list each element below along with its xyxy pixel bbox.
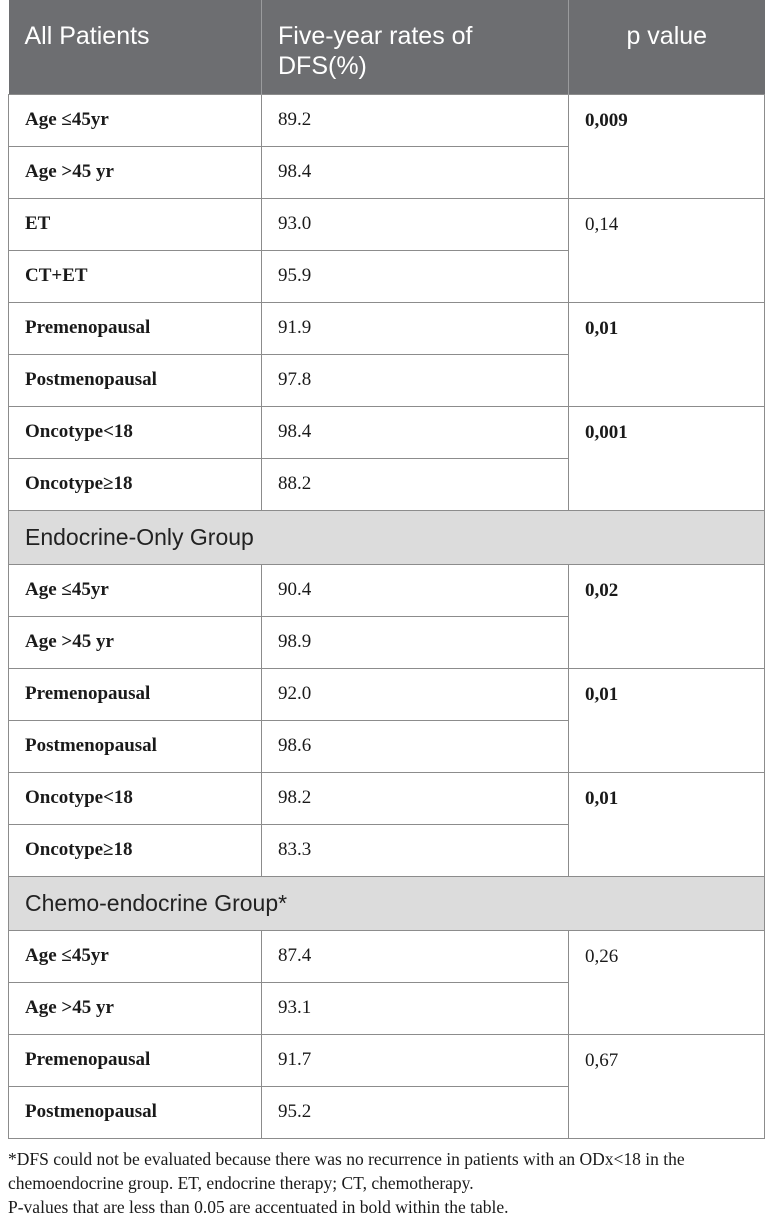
row-label: Postmenopausal — [9, 1086, 262, 1138]
row-label: Age ≤45yr — [9, 930, 262, 982]
dfs-table — [8, 0, 765, 1139]
row-label: Oncotype≥18 — [9, 824, 262, 876]
results-table-container — [8, 0, 764, 1219]
row-label: Age ≤45yr — [9, 94, 262, 146]
table-row — [9, 564, 765, 616]
dfs-rate-value: 95.9 — [262, 250, 569, 302]
dfs-rate-value: 88.2 — [262, 458, 569, 510]
p-value: 0,14 — [569, 198, 765, 302]
table-row — [9, 1034, 765, 1086]
dfs-rate-value: 83.3 — [262, 824, 569, 876]
table-row — [9, 302, 765, 354]
dfs-rate-value: 98.6 — [262, 720, 569, 772]
table-row — [9, 406, 765, 458]
group-header-row — [9, 510, 765, 564]
dfs-rate-value: 91.9 — [262, 302, 569, 354]
dfs-rate-value: 98.2 — [262, 772, 569, 824]
dfs-rate-value: 95.2 — [262, 1086, 569, 1138]
dfs-rate-value: 93.1 — [262, 982, 569, 1034]
p-value: 0,009 — [569, 94, 765, 198]
row-label: Age >45 yr — [9, 982, 262, 1034]
table-row — [9, 94, 765, 146]
row-label: Postmenopausal — [9, 720, 262, 772]
dfs-rate-value: 98.4 — [262, 406, 569, 458]
dfs-rate-value: 98.9 — [262, 616, 569, 668]
dfs-rate-value: 93.0 — [262, 198, 569, 250]
row-label: Age >45 yr — [9, 146, 262, 198]
footnote-dfs: *DFS could not be evaluated because there was no recurrence in patients with an ODx<18 in the chemoendocrine group. ET, endocrine therapy; CT, chemotherapy. — [8, 1148, 685, 1193]
row-label: Postmenopausal — [9, 354, 262, 406]
row-label: CT+ET — [9, 250, 262, 302]
dfs-rate-value: 92.0 — [262, 668, 569, 720]
table-row — [9, 930, 765, 982]
table-body — [9, 94, 765, 1138]
footnote-bold: P-values that are less than 0.05 are accentuated in bold within the table. — [8, 1196, 509, 1217]
table-header-row — [9, 0, 765, 94]
p-value: 0,26 — [569, 930, 765, 1034]
row-label: Oncotype<18 — [9, 406, 262, 458]
row-label: ET — [9, 198, 262, 250]
dfs-rate-value: 97.8 — [262, 354, 569, 406]
p-value: 0,67 — [569, 1034, 765, 1138]
p-value: 0,02 — [569, 564, 765, 668]
header-five-year-dfs — [262, 0, 569, 94]
header-p-value: p value — [569, 0, 765, 94]
dfs-rate-value: 98.4 — [262, 146, 569, 198]
table-footnotes — [8, 1147, 764, 1219]
p-value: 0,001 — [569, 406, 765, 510]
dfs-rate-value: 91.7 — [262, 1034, 569, 1086]
row-label: Oncotype≥18 — [9, 458, 262, 510]
row-label: Oncotype<18 — [9, 772, 262, 824]
row-label: Premenopausal — [9, 668, 262, 720]
row-label: Premenopausal — [9, 1034, 262, 1086]
group-header-row — [9, 876, 765, 930]
header-all-patients: All Patients — [9, 0, 262, 94]
dfs-rate-value: 89.2 — [262, 94, 569, 146]
group-title: Endocrine-Only Group — [9, 510, 765, 564]
p-value: 0,01 — [569, 302, 765, 406]
row-label: Premenopausal — [9, 302, 262, 354]
group-title: Chemo-endocrine Group* — [9, 876, 765, 930]
row-label: Age >45 yr — [9, 616, 262, 668]
p-value: 0,01 — [569, 772, 765, 876]
header-five-year-dfs-text: Five-year rates of DFS(%) — [278, 22, 473, 80]
table-row — [9, 772, 765, 824]
p-value: 0,01 — [569, 668, 765, 772]
table-row — [9, 668, 765, 720]
row-label: Age ≤45yr — [9, 564, 262, 616]
table-row — [9, 198, 765, 250]
dfs-rate-value: 87.4 — [262, 930, 569, 982]
dfs-rate-value: 90.4 — [262, 564, 569, 616]
